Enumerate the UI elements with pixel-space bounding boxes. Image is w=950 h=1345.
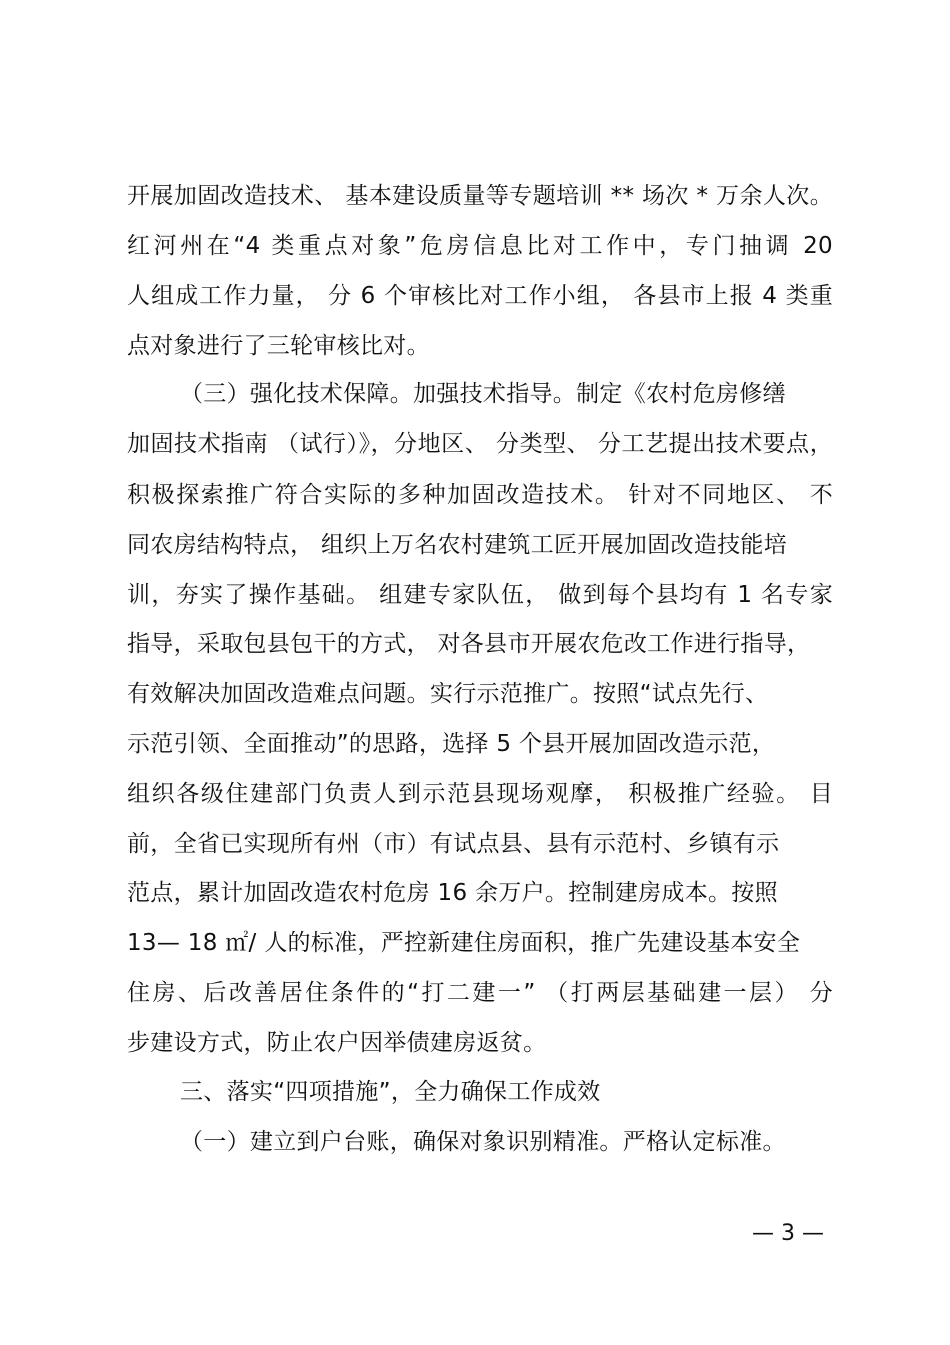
text-line-3: 人组成工作力量， 分 6 个审核比对工作小组， 各县市上报 4 类重 (127, 283, 833, 309)
text-line-17: 住房、后改善居住条件的“打二建一” （打两层基础建一层） 分 (127, 980, 833, 1006)
text-line-16: 13— 18 ㎡/ 人的标准，严控新建住房面积，推广先建设基本安全 (127, 930, 801, 956)
text-line-18: 步建设方式，防止农户因举债建房返贫。 (127, 1030, 547, 1056)
text-line-14: 前，全省已实现所有州（市）有试点县、县有示范村、乡镇有示 (127, 831, 780, 857)
text-line-2: 红河州在“4 类重点对象”危房信息比对工作中，专门抽调 20 (127, 233, 833, 259)
text-line-13: 组织各级住建部门负责人到示范县现场观摩， 积极推广经验。 目 (127, 781, 833, 807)
text-line-12: 示范引领、全面推动”的思路，选择 5 个县开展加固改造示范， (127, 731, 776, 757)
text-line-11: 有效解决加固改造难点问题。实行示范推广。按照“试点先行、 (127, 681, 769, 707)
section-heading: 三、落实“四项措施”，全力确保工作成效 (180, 1079, 601, 1105)
page-number: — 3 — (752, 1221, 824, 1246)
text-line-6: 加固技术指南 （试行）》，分地区、 分类型、 分工艺提出技术要点， (127, 431, 833, 457)
text-line-15: 范点，累计加固改造农村危房 16 余万户。控制建房成本。按照 (127, 880, 778, 906)
text-line-20: （一）建立到户台账，确保对象识别精准。严格认定标准。 (180, 1129, 786, 1155)
text-line-8: 同农房结构特点， 组织上万名农村建筑工匠开展加固改造技能培 (127, 532, 788, 558)
text-line-9: 训，夯实了操作基础。 组建专家队伍， 做到每个县均有 1 名专家 (127, 582, 833, 608)
text-line-7: 积极探索推广符合实际的多种加固改造技术。 针对不同地区、 不 (127, 482, 833, 508)
text-line-10: 指导，采取包县包干的方式， 对各县市开展农危改工作进行指导， (127, 631, 811, 657)
text-line-4: 点对象进行了三轮审核比对。 (127, 333, 430, 359)
text-line-1: 开展加固改造技术、 基本建设质量等专题培训 ** 场次 * 万余人次。 (127, 183, 833, 209)
text-line-5: （三）强化技术保障。加强技术指导。制定《农村危房修缮 (180, 381, 786, 407)
